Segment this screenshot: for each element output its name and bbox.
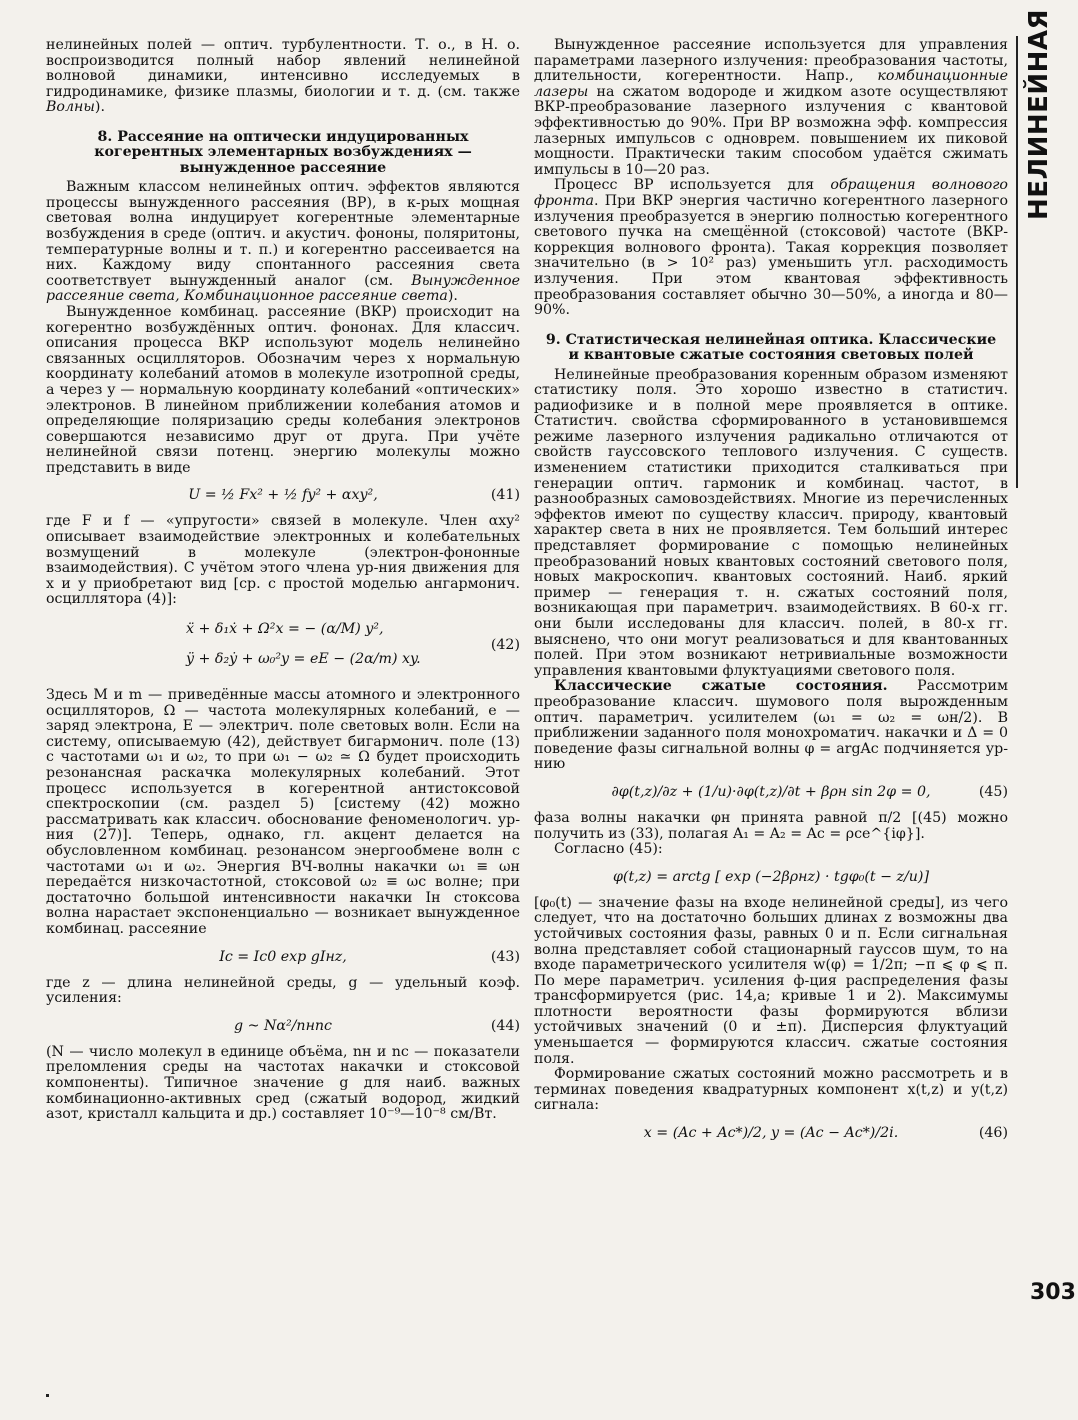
equation-42: ẍ + δ₁ẋ + Ω²x = − (α/M) y², ÿ + δ₂ẏ + ω₀²y = eE − (2α/m) xy. (42) <box>186 621 520 668</box>
scan-mark <box>46 1394 49 1397</box>
equation-41: U = ½ Fx² + ½ fy² + αxy², (41) <box>188 487 520 504</box>
paragraph: Вынужденное комбинац. рассеяние (ВКР) происходит на когерентно возбуждённых оптич. фононах. Для классич. описания процесса ВКР используют модель нелинейно связанных осцилляторов. Обозначим через x нормальную координату колебаний атомов в молекуле изотропной среды, а через y — нормальную координату колебаний «оптических» электронов. В линейном приближении колебания атомов и определяющие поляризацию среды колебания электронов совершаются независимо друг от друга. При учёте нелинейной связи потенц. энергию молекулы можно представить в виде <box>46 303 520 476</box>
margin-rule <box>1016 36 1018 488</box>
paragraph: Важным классом нелинейных оптич. эффектов являются процессы вынужденного рассеяния (ВР), в к-рых мощная световая волна индуцирует когерентные элементарные возбуждения в среде (оптич. и акустич. фононы, поляритоны, температурные волны и т. п.) и когерентно рассеивается на них. Каждому виду спонтанного рассеяния света соответствует вынужденный аналог (см. Вынужденное рассеяние света, Комбинационное рассеяние света). <box>46 179 520 305</box>
section-heading-9: 9. Статистическая нелинейная оптика. Классические и квантовые сжатые состояния световых полей <box>545 331 997 364</box>
left-column <box>46 38 520 1123</box>
paragraph: фаза волны накачки φн принята равной π/2 [(45) можно получить из (33), полагая A₁ = A₂ = Aс = ρсe^{iφ}]. <box>534 809 1008 842</box>
right-column <box>534 38 1008 1152</box>
paragraph: нелинейных полей — оптич. турбулентности. Т. о., в Н. о. воспроизводится полный набор явлений нелинейной волновой динамики, интенсивно исследуемых в гидродинамике, физике плазмы, биологии и т. д. (см. также Волны). <box>46 37 520 116</box>
paragraph: где F и f — «упругости» связей в молекуле. Член αxy² описывает взаимодействие электронных и колебательных возмущений в молекуле (электрон-фононные взаимодействия). С учётом этого члена ур-ния движения для x и y приобретают вид [ср. с простой моделью ангармонич. осциллятора (4)]: <box>46 513 520 608</box>
equation-43: Iс = Iс0 exp gIнz, (43) <box>219 948 520 965</box>
section-heading-8: 8. Рассеяние на оптически индуцированных когерентных элементарных возбуждениях — вынужденное рассеяние <box>94 128 472 176</box>
page-number: 303 <box>1030 1280 1076 1305</box>
paragraph: Здесь M и m — приведённые массы атомного и электронного осцилляторов, Ω — частота молекулярных колебаний, e — заряд электрона, E — электрич. поле световых волн. Если на систему, описываемую (42), действует бигармонич. поле (13) с частотами ω₁ и ω₂, то при ω₁ − ω₂ ≃ Ω будет происходить резонансная раскачка молекулярных колебаний. Этот процесс используется в когерентной антистоксовой спектроскопии (см. раздел 5) [систему (42) можно рассматривать как классич. обоснование феноменологич. ур-ния (27)]. Теперь, однако, гл. акцент делается на обусловленном комбинац. резонансом энергообмене волн с частотами ω₁ и ω₂. Энергия ВЧ-волны накачки ω₁ ≡ ωн передаётся низкочастотной, стоксовой ω₂ ≡ ωс волне; при достаточно большой интенсивности накачки Iн стоксова волна нарастает экспоненциально — возникает вынужденное комбинац. рассеяние <box>46 687 520 937</box>
paragraph: Нелинейные преобразования коренным образом изменяют статистику поля. Это хорошо известно в статистич. радиофизике и в полной мере проявляется в оптике. Статистич. свойства сформированного в установившемся режиме лазерного излучения радикально отличаются от свойств гауссовского теплового излучения. С существ. изменением статистики приходится сталкиваться при генерации оптич. гармоник и комбинац. частот, в разнообразных самовоздействиях. Многие из перечисленных эффектов имеют по существу классич. природу, квантовый характер света в них не проявляется. Тем больший интерес представляет формирование с помощью нелинейных преобразований новых квантовых состояний светового поля, новых макроскопич. квантовых состояний. Наиб. яркий пример — генерация т. н. сжатых состояний поля, возникающая при параметрич. взаимодействиях. В 60-х гг. они были исследованы для классич. полей, в 80-х гг. выяснено, что они могут реализоваться и для квантованных полей. При этом возникают нетривиальные возможности управления квантовыми флуктуациями светового поля. <box>534 366 1008 679</box>
paragraph: Вынужденное рассеяние используется для управления параметрами лазерного излучения: преобразования частоты, длительности, когерентности. Напр., комбинационные лазеры на сжатом водороде и жидком азоте осуществляют ВКР-преобразование лазерного излучения с квантовой эффективностью до 90%. При ВР возможна эфф. компрессия лазерных импульсов с одноврем. повышением их пиковой мощности. Практически таким способом удаётся сжимать импульсы в 10—20 раз. <box>534 37 1008 178</box>
paragraph: где z — длина нелинейной среды, g — удельный коэф. усиления: <box>46 974 520 1007</box>
paragraph: (N — число молекул в единице объёма, nн и nс — показатели преломления среды на частотах накачки и стоксовой компоненты). Типичное значение g для наиб. важных комбинационно-активных сред (сжатый водород, жидкий азот, кристалл кальцита и др.) составляет 10⁻⁹—10⁻⁸ см/Вт. <box>46 1043 520 1123</box>
paragraph: [φ₀(t) — значение фазы на входе нелинейной среды], из чего следует, что на достаточно больших длинах z возможны два устойчивых состояния фазы, равных 0 и π. Если сигнальная волна представляет собой стационарный гауссов шум, то на входе параметрического усилителя w(φ) = 1/2π; −π ⩽ φ ⩽ π. По мере параметрич. усиления ф-ция распределения фазы трансформируется (рис. 14,а; кривые 1 и 2). Максимумы плотности вероятности фазы формируются вблизи устойчивых значений (0 и ±π). Дисперсия флуктуаций уменьшается — формируются классич. сжатые состояния поля. <box>534 894 1008 1067</box>
equation-phase: φ(t,z) = arctg [ exp (−2βρнz) · tgφ₀(t − z/u)] <box>613 868 929 885</box>
equation-44: g ~ Nα²/nнnс (44) <box>233 1017 520 1034</box>
paragraph: Согласно (45): <box>554 841 663 858</box>
paragraph: Формирование сжатых состояний можно рассмотреть и в терминах поведения квадратурных компонент x(t,z) и y(t,z) сигнала: <box>534 1066 1008 1114</box>
paragraph: Классические сжатые состояния. Рассмотрим преобразование классич. шумового поля вырожденным оптич. параметрич. усилителем (ω₁ = ω₂ = ωн/2). В приближении заданного поля монохроматич. накачки и Δ = 0 поведение фазы сигнальной волны φ = argAс подчиняется ур-нию <box>534 678 1008 773</box>
equation-46: x = (Aс + Aс*)/2, y = (Aс − Aс*)/2i. (46) <box>643 1125 1008 1142</box>
equation-45: ∂φ(t,z)/∂z + (1/u)·∂φ(t,z)/∂t + βρн sin 2φ = 0, (45) <box>611 783 1008 800</box>
paragraph: Процесс ВР используется для обращения волнового фронта. При ВКР энергия частично когерентного лазерного излучения преобразуется в энергию полностью когерентного светового пучка на смещённой (стоксовой) частоте (ВКР-коррекция волнового фронта). Такая коррекция позволяет значительно (в > 10² раз) уменьшить угл. расходимость излучения. При этом квантовая эффективность преобразования составляет обычно 30—50%, а иногда и 80—90%. <box>534 177 1008 319</box>
running-head: НЕЛИНЕЙНАЯ <box>1024 8 1054 220</box>
